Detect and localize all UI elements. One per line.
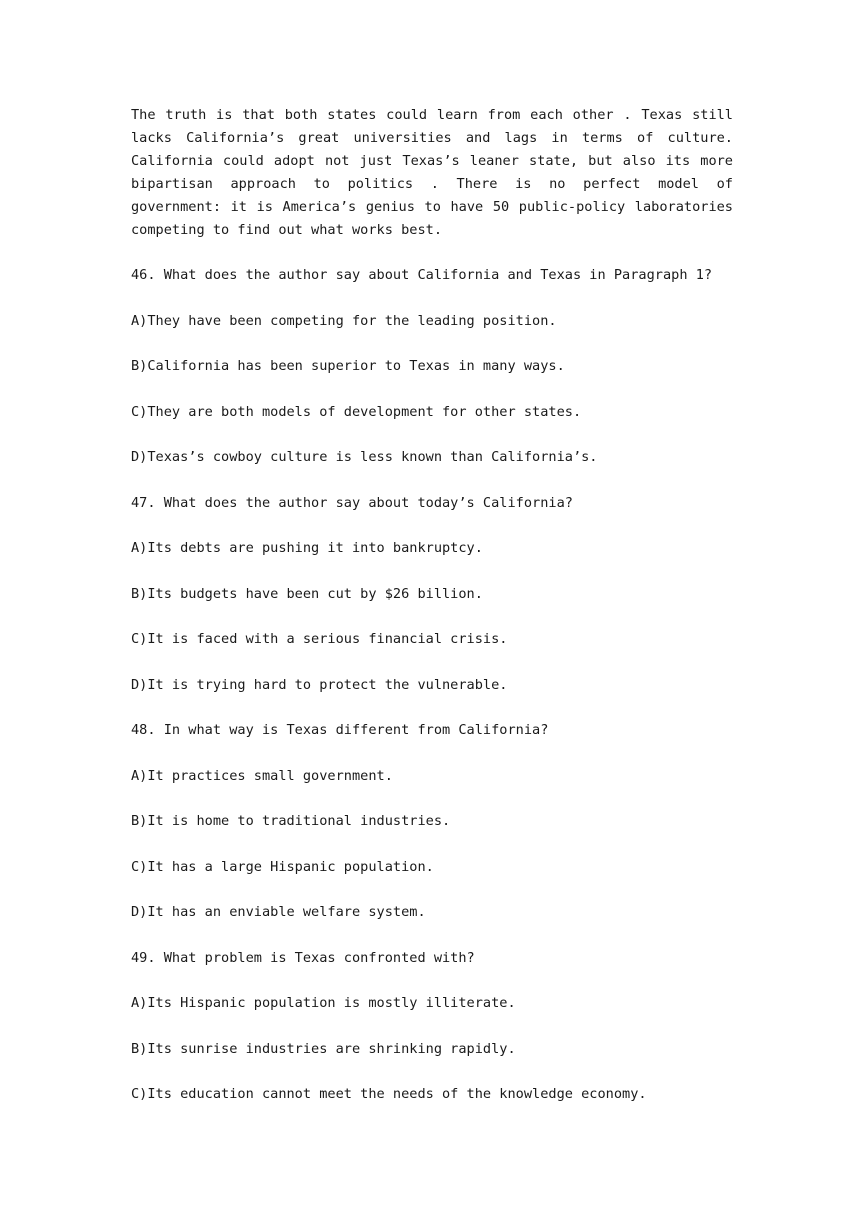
- answer-option-c: C)It has a large Hispanic population.: [131, 858, 434, 875]
- answer-option-d: D)It has an enviable welfare system.: [131, 904, 426, 920]
- question-49: [131, 947, 733, 1107]
- question-stem: 48. In what way is Texas different from California?: [131, 722, 549, 738]
- answer-option-c: C)It is faced with a serious financial crisis.: [131, 631, 508, 647]
- answer-option-d: D)Texas’s cowboy culture is less known than California’s.: [131, 449, 598, 465]
- question-48: [131, 719, 733, 924]
- answer-option-b: B)It is home to traditional industries.: [131, 813, 451, 829]
- question-stem: 49. What problem is Texas confronted with?: [131, 949, 475, 966]
- answer-option-a: A)Its Hispanic population is mostly illiterate.: [131, 995, 516, 1011]
- document-page: [131, 104, 733, 1129]
- answer-option-d: D)It is trying hard to protect the vulnerable.: [131, 676, 508, 693]
- passage-paragraph: The truth is that both states could learn from each other . Texas still lacks California’s great universities and lags in terms of culture. California could adopt not just Texas’s leaner state, but also its more bipartisan approach to politics . There is no perfect model of government: it is America’s genius to have 50 public-policy laboratories competing to find out what works best.: [131, 107, 733, 238]
- answer-option-b: B)Its budgets have been cut by $26 billion.: [131, 585, 483, 602]
- answer-option-a: A)Its debts are pushing it into bankruptcy.: [131, 540, 483, 556]
- answer-option-c: C)They are both models of development for other states.: [131, 403, 582, 420]
- question-47: [131, 492, 733, 697]
- question-46: [131, 264, 733, 469]
- question-stem: 47. What does the author say about today’s California?: [131, 494, 573, 511]
- answer-option-b: B)Its sunrise industries are shrinking rapidly.: [131, 1040, 516, 1057]
- answer-option-a: A)They have been competing for the leading position.: [131, 312, 557, 329]
- answer-option-b: B)California has been superior to Texas in many ways.: [131, 358, 565, 374]
- answer-option-c: C)Its education cannot meet the needs of the knowledge economy.: [131, 1086, 647, 1102]
- answer-option-a: A)It practices small government.: [131, 767, 393, 784]
- question-stem: 46. What does the author say about California and Texas in Paragraph 1?: [131, 267, 713, 283]
